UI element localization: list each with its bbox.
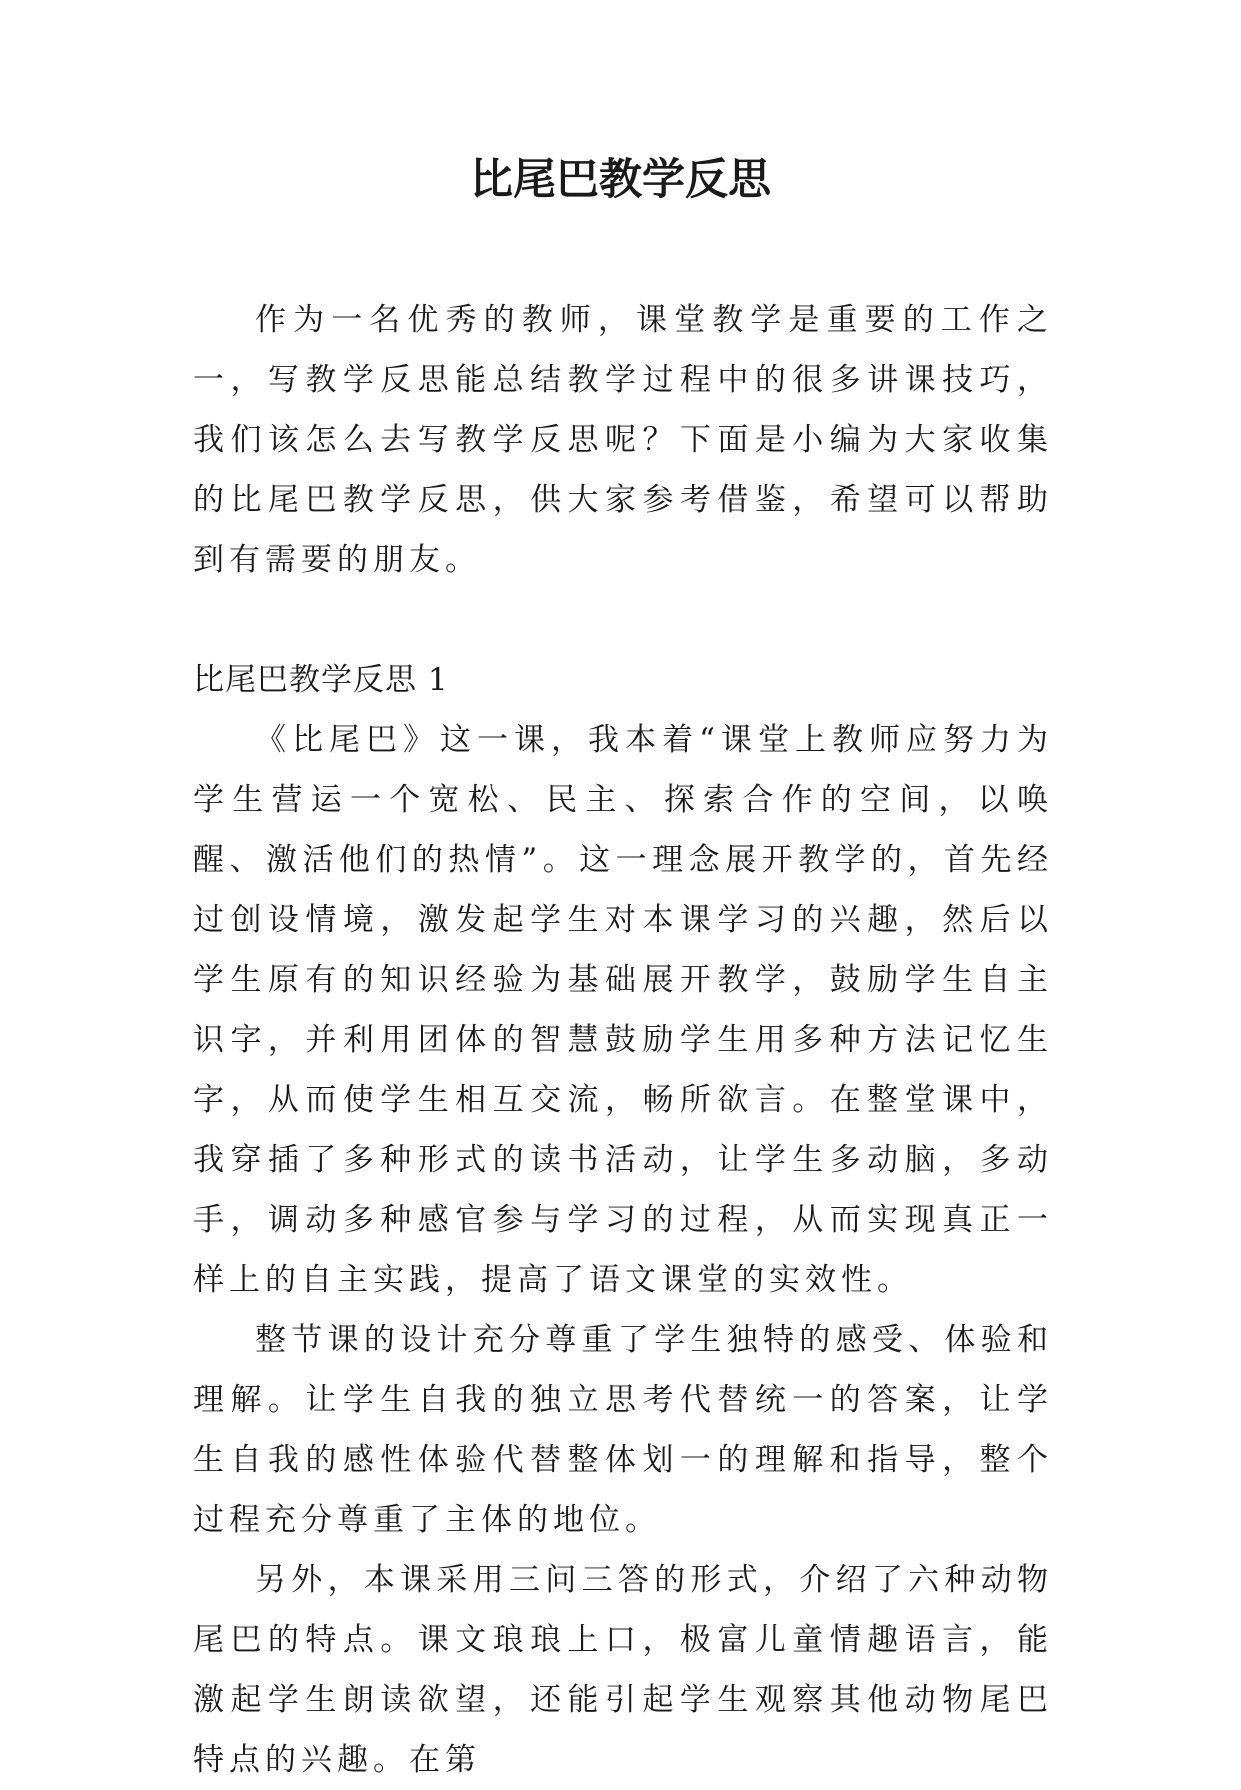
body-paragraph-3: 另外，本课采用三问三答的形式，介绍了六种动物尾巴的特点。课文琅琅上口，极富儿童情趣语言，能激起学生朗读欲望，还能引起学生观察其他动物尾巴特点的兴趣。在第 [193,1562,1053,1778]
section-heading: 比尾巴教学反思 1 [193,662,449,698]
document-body [193,290,1053,1790]
intro-paragraph: 作为一名优秀的教师，课堂教学是重要的工作之一，写教学反思能总结教学过程中的很多讲课技巧，我们该怎么去写教学反思呢？下面是小编为大家收集的比尾巴教学反思，供大家参考借鉴，希望可以帮助到有需要的朋友。 [193,302,1053,578]
document-title: 比尾巴教学反思 [470,155,771,205]
body-paragraph-1: 《比尾巴》这一课，我本着“课堂上教师应努力为学生营运一个宽松、民主、探索合作的空间，以唤醒、激活他们的热情”。这一理念展开教学的，首先经过创设情境，激发起学生对本课学习的兴趣，然后以学生原有的知识经验为基础展开教学，鼓励学生自主识字，并利用团体的智慧鼓励学生用多种方法记忆生字，从而使学生相互交流，畅所欲言。在整堂课中，我穿插了多种形式的读书活动，让学生多动脑，多动手，调动多种感官参与学习的过程，从而实现真正一样上的自主实践，提高了语文课堂的实效性。 [193,722,1053,1298]
body-paragraph-2: 整节课的设计充分尊重了学生独特的感受、体验和理解。让学生自我的独立思考代替统一的答案，让学生自我的感性体验代替整体划一的理解和指导，整个过程充分尊重了主体的地位。 [193,1322,1053,1538]
